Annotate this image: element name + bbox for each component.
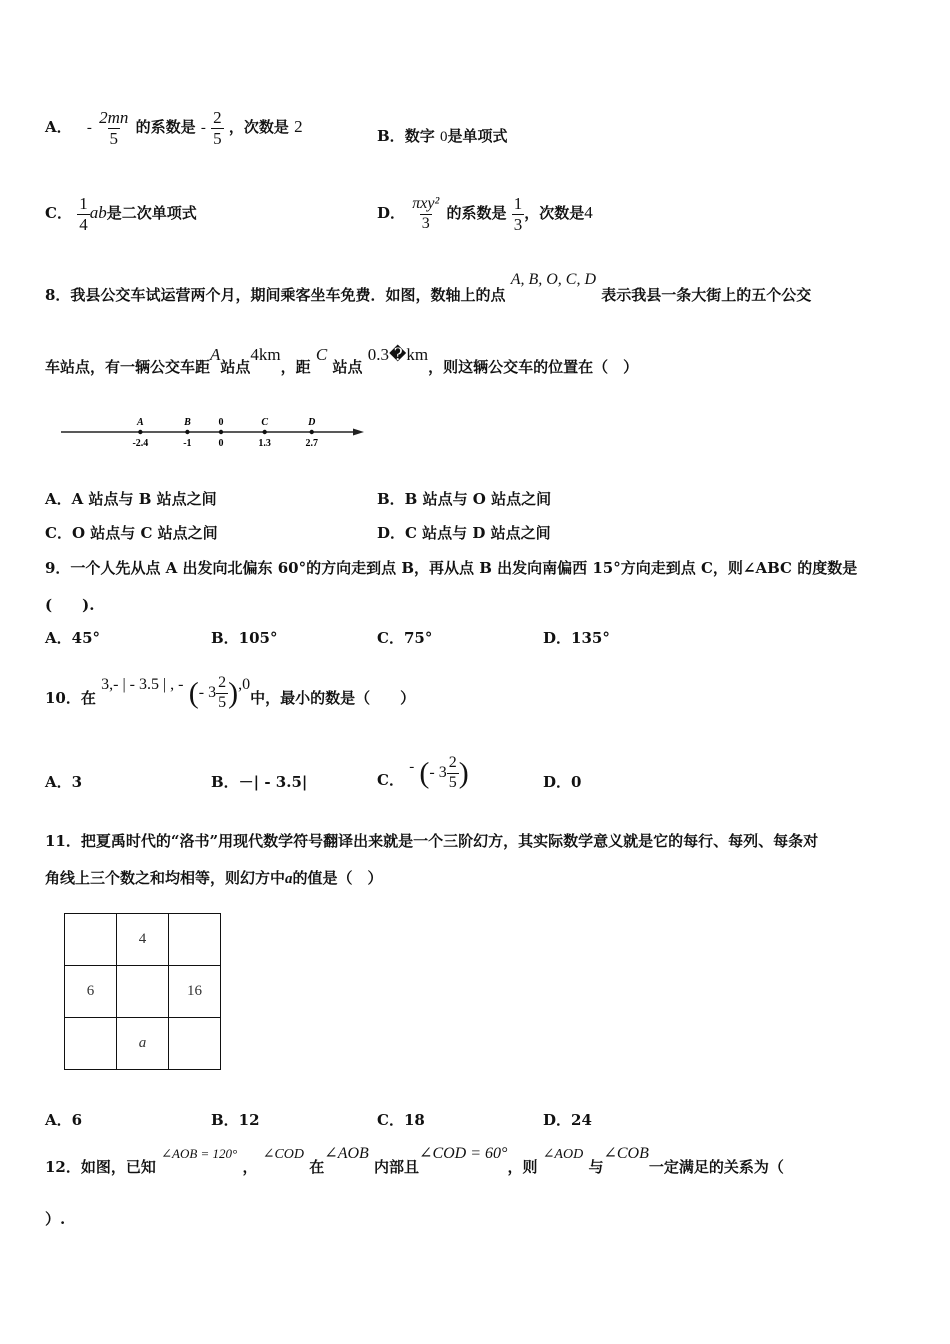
angle-cod-60: ∠COD = 60°	[419, 1145, 508, 1162]
fraction-2-over-5	[211, 108, 224, 148]
denominator: 5	[213, 128, 222, 148]
number-zero: ,0	[238, 676, 251, 693]
number-line-point	[219, 430, 223, 434]
option-letter: C．	[45, 204, 72, 222]
q9-question-line1: 9．一个人先从点 A 出发向北偏东 60°的方向走到点 B，再从点 B 出发向南偏西 15°方向走到点 C，则∠ABC 的度数是	[45, 559, 858, 577]
question-text: 的值是（ ）	[292, 869, 383, 887]
q11-option-d[interactable]: D．24	[543, 1111, 592, 1129]
option-text: ，次数是	[524, 204, 585, 222]
points-label: A, B, O, C, D	[510, 271, 597, 288]
option-text: 的系数是	[135, 118, 196, 136]
number-line-tick-value: 2.7	[305, 438, 318, 449]
minus-sign: -	[409, 759, 415, 775]
station-c-label: C	[315, 345, 328, 364]
question-text: ，则这辆公交车的位置在（ ）	[428, 358, 639, 376]
station-a-label: A	[210, 345, 221, 364]
denominator: 5	[218, 693, 227, 711]
question-text: 角线上三个数之和均相等，则幻方中	[45, 869, 286, 887]
grid-row	[65, 914, 221, 966]
q10-question	[45, 665, 415, 720]
q8-question-line2	[45, 344, 639, 376]
option-text: 是二次单项式	[106, 204, 197, 222]
numerator: 2	[218, 674, 227, 692]
variable-a: a	[285, 871, 293, 887]
paren-right: )	[228, 676, 239, 710]
paren-right: )	[458, 756, 469, 790]
numerator: πxy²	[412, 195, 440, 213]
zero-value: 0	[439, 129, 448, 145]
question-text: 10．在	[45, 689, 96, 707]
q7-option-d[interactable]	[377, 188, 593, 238]
question-text: 与	[588, 1158, 604, 1176]
denominator: 3	[513, 214, 523, 234]
angle-aod: ∠AOD	[542, 1147, 584, 1162]
arrow-head-icon	[353, 429, 364, 436]
minus-sign: -	[200, 120, 206, 136]
option-letter: B．	[377, 127, 405, 145]
q9-option-b[interactable]: B．105°	[211, 629, 278, 647]
number-line-point-label: A	[137, 417, 144, 428]
q9-question-line2: ( ).	[45, 596, 95, 614]
grid-cell: a	[117, 1018, 169, 1070]
option-text: 数字	[404, 127, 435, 145]
grid-cell	[65, 914, 117, 966]
angle-aob-120: ∠AOB = 120°	[161, 1146, 238, 1161]
q10-option-d[interactable]: D．0	[543, 773, 582, 791]
question-text: 8．我县公交车试运营两个月，期间乘客坐车免费．如图，数轴上的点	[45, 286, 506, 304]
fraction-2-over-5	[447, 754, 459, 792]
q11-option-a[interactable]: A．6	[45, 1111, 83, 1129]
grid-cell	[117, 966, 169, 1018]
number-line-point	[310, 430, 314, 434]
q9-option-a[interactable]: A．45°	[45, 629, 101, 647]
option-letter: A．	[45, 118, 72, 136]
number-line-point	[262, 430, 266, 434]
option-text: 是单项式	[447, 127, 508, 145]
q8-option-b[interactable]: B．B 站点与 O 站点之间	[377, 490, 552, 508]
distance-0-3km: 0.3�km	[367, 345, 429, 364]
angle-cod: ∠COD	[262, 1147, 305, 1162]
q8-option-d[interactable]: D．C 站点与 D 站点之间	[377, 524, 551, 542]
question-text: ，距	[280, 358, 311, 376]
question-text: 中，最小的数是（ ）	[250, 689, 416, 707]
q10-option-b[interactable]: B．－| - 3.5|	[211, 773, 308, 791]
q12-question-line2: ）.	[45, 1210, 66, 1228]
q9-option-d[interactable]: D．135°	[543, 629, 610, 647]
question-text: 一定满足的关系为（	[648, 1158, 784, 1176]
angle-cob: ∠COB	[603, 1145, 649, 1162]
option-text: ，次数是	[228, 118, 289, 136]
degree-value: 4	[584, 203, 593, 222]
q11-question-line1: 11．把夏禹时代的“洛书”用现代数学符号翻译出来就是一个三阶幻方，其实际数学意义就是它的每行、每列、每条对	[45, 832, 819, 850]
number-line-point	[138, 430, 142, 434]
number-line-points	[132, 417, 318, 449]
option-letter: D．	[377, 204, 406, 222]
question-text: 内部且	[374, 1158, 420, 1176]
grid-cell	[169, 914, 221, 966]
number-line-point-label: B	[184, 417, 191, 428]
punctuation: ，	[242, 1158, 258, 1176]
grid-row	[65, 966, 221, 1018]
number-line-tick-value: -2.4	[132, 438, 149, 449]
q10-option-c[interactable]	[377, 745, 469, 800]
fraction-pi-x-y-squared-over-3	[410, 195, 441, 233]
q11-option-c[interactable]: C．18	[377, 1111, 425, 1129]
number-line-point-label: 0	[218, 417, 224, 428]
fraction-1-over-3	[512, 194, 525, 234]
number-line-point	[185, 430, 189, 434]
question-text: 12．如图，已知	[45, 1158, 156, 1176]
q12-question-line1	[45, 1142, 784, 1176]
degree-value: 2	[294, 117, 303, 136]
grid-cell	[65, 1018, 117, 1070]
numerator: 2	[448, 754, 457, 772]
question-text: 车站点，有一辆公交车距	[45, 358, 211, 376]
denominator: 5	[109, 128, 118, 148]
question-text: 在	[309, 1158, 325, 1176]
number-line-tick-value: 1.3	[258, 438, 271, 449]
option-letter: C．	[377, 771, 404, 789]
variable-ab: ab	[89, 203, 107, 222]
denominator: 5	[448, 773, 457, 791]
number-line-figure	[55, 410, 375, 455]
grid-cell: 4	[117, 914, 169, 966]
numerator: 2mn	[99, 107, 129, 127]
q10-option-a[interactable]: A．3	[45, 773, 83, 791]
numerator: 1	[79, 193, 88, 213]
number-line-tick-value: 0	[218, 438, 224, 449]
q7-option-c[interactable]	[45, 188, 197, 238]
paren-left: (	[188, 676, 199, 710]
question-text: 站点	[220, 358, 251, 376]
q11-question-line2	[45, 867, 383, 888]
question-text: 站点	[332, 358, 363, 376]
mixed-number-whole: - 3	[429, 764, 447, 781]
q9-option-c[interactable]: C．75°	[377, 629, 433, 647]
numerator: 2	[213, 107, 222, 127]
grid-row	[65, 1018, 221, 1070]
fraction-1-over-4	[77, 194, 90, 234]
angle-aob: ∠AOB	[324, 1145, 369, 1162]
q7-option-a[interactable]	[45, 102, 303, 152]
grid-cell: 16	[169, 966, 221, 1018]
number-line-tick-value: -1	[183, 438, 192, 449]
denominator: 4	[79, 214, 88, 234]
distance-4km: 4km	[250, 345, 281, 364]
grid-cell	[169, 1018, 221, 1070]
fraction-2-over-5	[216, 674, 228, 712]
number-list: 3,- | - 3.5 | , -	[101, 676, 184, 693]
number-line-point-label: C	[261, 417, 269, 428]
q7-option-b[interactable]	[377, 125, 507, 146]
denominator: 3	[421, 214, 430, 232]
paren-left: (	[419, 756, 430, 790]
question-text: ，则	[507, 1158, 538, 1176]
magic-square-grid	[64, 913, 221, 1070]
q8-option-c[interactable]: C．O 站点与 C 站点之间	[45, 524, 218, 542]
numerator: 1	[513, 193, 523, 213]
fraction-2mn-over-5	[97, 108, 130, 148]
question-text: 表示我县一条大街上的五个公交	[601, 286, 812, 304]
number-line-point-label: D	[308, 417, 316, 428]
q8-question-line1	[45, 268, 812, 304]
q11-option-b[interactable]: B．12	[211, 1111, 260, 1129]
q8-option-a[interactable]: A．A 站点与 B 站点之间	[45, 490, 217, 508]
mixed-number-whole: - 3	[198, 684, 217, 701]
option-text: 的系数是	[446, 204, 507, 222]
grid-cell: 6	[65, 966, 117, 1018]
minus-sign: -	[86, 120, 92, 136]
